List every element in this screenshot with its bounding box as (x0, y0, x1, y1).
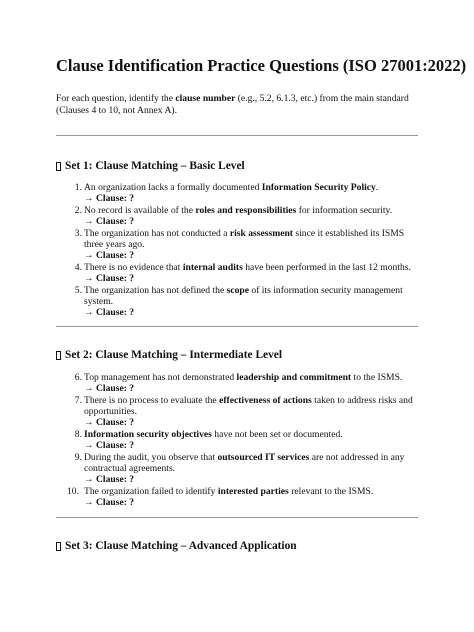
intro-text-bold: clause number (175, 93, 236, 104)
divider (56, 135, 418, 136)
question-text: An organization lacks a formally documented (84, 182, 262, 193)
question-item (56, 486, 418, 508)
divider (56, 517, 418, 518)
clause-answer: → Clause: ? (84, 273, 135, 284)
question-text-end: have been performed in the last 12 months. (242, 262, 411, 273)
question-text: No record is available of the (84, 205, 196, 216)
question-text-end: are not addressed in any contractual agreements. (84, 452, 405, 474)
question-number: 1. (74, 182, 82, 193)
question-keyword: risk assessment (229, 228, 293, 239)
question-text: There is no evidence that (84, 262, 183, 273)
question-number: 7. (74, 395, 82, 406)
clause-answer: → Clause: ? (84, 497, 135, 508)
question-keyword: leadership and commitment (236, 372, 352, 383)
question-item (56, 429, 418, 451)
clause-answer: → Clause: ? (84, 216, 135, 227)
question-text-end: since it established its ISMS three years ago. (84, 228, 405, 250)
divider (56, 326, 418, 327)
question-keyword: Information Security Policy (261, 182, 376, 193)
page-title: Clause Identification Practice Questions (ISO 27001:2022) (56, 56, 467, 75)
section-set-1 (56, 159, 418, 318)
section-heading (56, 159, 418, 173)
box-glyph-icon (56, 351, 61, 360)
question-text: Top management has not demonstrated (84, 372, 237, 383)
section-set-2 (56, 348, 418, 508)
section-heading (56, 539, 418, 553)
question-number: 3. (74, 228, 82, 239)
question-item (56, 205, 418, 227)
section-heading-text: Set 3: Clause Matching – Advanced Application (65, 540, 297, 552)
question-number: 8. (74, 429, 82, 440)
question-text-end: relevant to the ISMS. (288, 486, 374, 497)
question-item (56, 262, 418, 284)
intro-paragraph (56, 93, 418, 117)
question-keyword: Information security objectives (84, 429, 212, 440)
section-heading-text: Set 1: Clause Matching – Basic Level (65, 160, 245, 172)
question-keyword: outsourced IT services (217, 452, 310, 463)
question-text-end: . (375, 182, 379, 193)
question-text-end: for information security. (296, 205, 393, 216)
clause-answer: → Clause: ? (84, 250, 135, 261)
question-item (56, 182, 418, 204)
question-number: 2. (74, 205, 82, 216)
question-text: There is no process to evaluate the (84, 395, 220, 406)
clause-answer: → Clause: ? (84, 474, 135, 485)
question-list (56, 182, 418, 318)
question-item (56, 372, 418, 394)
clause-answer: → Clause: ? (84, 193, 135, 204)
question-item (56, 285, 418, 318)
clause-answer: → Clause: ? (84, 383, 135, 394)
box-glyph-icon (56, 162, 61, 171)
clause-answer: → Clause: ? (84, 440, 135, 451)
clause-answer: → Clause: ? (84, 307, 135, 318)
question-text: The organization has not defined the (84, 285, 227, 296)
question-number: 6. (74, 372, 82, 383)
section-set-3 (56, 539, 418, 553)
question-text: The organization failed to identify (84, 486, 218, 497)
intro-text-before: For each question, identify the (56, 93, 176, 104)
question-text: During the audit, you observe that (84, 452, 218, 463)
question-keyword: scope (226, 285, 250, 296)
clause-answer: → Clause: ? (84, 417, 135, 428)
section-heading (56, 348, 418, 362)
section-heading-text: Set 2: Clause Matching – Intermediate Level (65, 349, 283, 361)
question-item (56, 228, 418, 261)
question-keyword: effectiveness of actions (219, 395, 312, 406)
question-number: 5. (74, 285, 82, 296)
question-number: 10. (67, 486, 79, 497)
question-keyword: interested parties (217, 486, 289, 497)
question-number: 4. (74, 262, 82, 273)
question-keyword: roles and responsibilities (195, 205, 297, 216)
question-item (56, 395, 418, 428)
question-text-end: of its information security management system. (84, 285, 403, 307)
question-list (56, 372, 418, 508)
question-text: The organization has not conducted a (84, 228, 230, 239)
question-text-end: taken to address risks and opportunities. (84, 395, 413, 417)
question-item (56, 452, 418, 485)
intro-text-after: (e.g., 5.2, 6.1.3, etc.) from the main standard (Clauses 4 to 10, not Annex A). (56, 93, 409, 116)
question-number: 9. (74, 452, 82, 463)
question-keyword: internal audits (182, 262, 243, 273)
question-text-end: to the ISMS. (351, 372, 403, 383)
box-glyph-icon (56, 542, 61, 551)
question-text-end: have not been set or documented. (211, 429, 343, 440)
